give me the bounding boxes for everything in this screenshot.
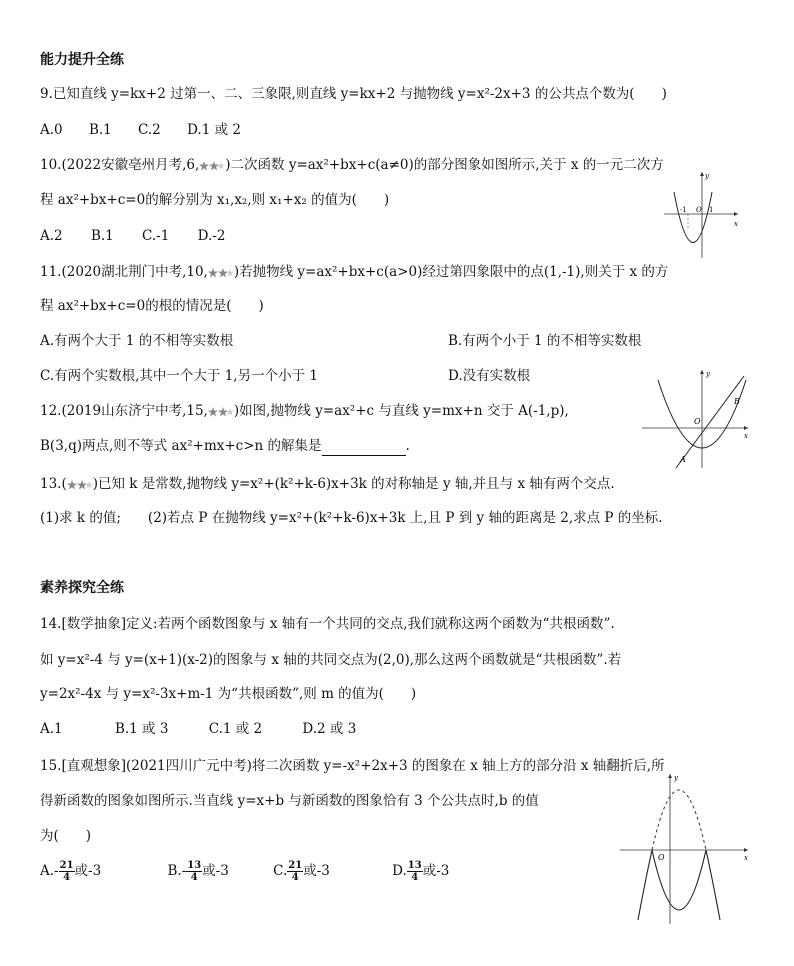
- origin-label: O: [658, 853, 665, 862]
- tick-label-minus-one: -1: [680, 206, 687, 214]
- question-12-line2: [40, 436, 410, 456]
- question-15-folded-parabola-graph: [618, 768, 754, 926]
- question-14-options: [40, 719, 356, 739]
- question-15-line1: 15.[直观想象](2021四川广元中考)将二次函数 y=-x²+2x+3 的图象在 x 轴上方的部分沿 x 轴翻折后,所: [40, 758, 665, 774]
- question-10-options: [40, 226, 225, 246]
- y-axis-arrow-icon: [700, 370, 704, 374]
- question-11-line2: 程 ax²+bx+c=0的根的情况是( ): [40, 298, 264, 314]
- difficulty-stars-icon: [208, 268, 234, 278]
- answer-blank[interactable]: [322, 441, 406, 456]
- option-b: B.- $\frac{13}{4}$ 或-3: [167, 860, 229, 883]
- option-d: D.1 或 2: [187, 122, 241, 138]
- question-14-line2: 如 y=x²-4 与 y=(x+1)(x-2)的图象与 x 轴的共同交点为(2,0),那么这两个函数就是“共根函数”.若: [40, 652, 622, 668]
- question-10-source: 10.(2022安徽亳州月考,6,: [40, 157, 200, 173]
- question-11-option-d: D.没有实数根: [448, 368, 531, 384]
- question-12-period: .: [405, 438, 410, 454]
- x-axis-label: x: [734, 220, 738, 228]
- question-14-line1: 14.[数学抽象]定义:若两个函数图象与 x 轴有一个共同的交点,我们就称这两个函数为“共根函数”.: [40, 616, 615, 632]
- question-12-parabola-line-graph: [640, 366, 752, 470]
- tick-label-one: 1: [709, 206, 714, 214]
- option-d: D. $\frac{13}{4}$ 或-3: [392, 860, 450, 883]
- x-axis-arrow-icon: [734, 212, 738, 216]
- point-b-label: B: [734, 397, 740, 406]
- option-d: D.-2: [197, 228, 226, 244]
- question-11-source: 11.(2020湖北荆门中考,10,: [40, 264, 208, 280]
- option-a: A.- $\frac{21}{4}$ 或-3: [40, 860, 102, 883]
- parabola-curve: [674, 192, 712, 243]
- y-axis-arrow-icon: [668, 774, 672, 778]
- difficulty-stars-icon: [208, 407, 234, 417]
- x-axis-arrow-icon: [744, 848, 748, 852]
- question-12-line1: [40, 401, 569, 421]
- option-c: C.2: [138, 122, 161, 138]
- original-arc-dashed: [652, 790, 706, 850]
- question-12-stem-cont: B(3,q)两点,则不等式 ax²+mx+c>n 的解集是: [40, 438, 322, 454]
- question-15-options: [40, 860, 449, 883]
- question-15-line3: 为( ): [40, 828, 92, 844]
- question-11-stem: )若抛物线 y=ax²+bx+c(a>0)经过第四象限中的点(1,-1),则关于 x 的方: [233, 264, 669, 280]
- question-11-option-a: A.有两个大于 1 的不相等实数根: [40, 333, 234, 349]
- question-14-line3: y=2x²-4x 与 y=x²-3x+m-1 为“共根函数”,则 m 的值为( ): [40, 686, 417, 702]
- y-axis-arrow-icon: [700, 172, 704, 176]
- question-13-line1: [40, 474, 615, 494]
- question-9-options: [40, 120, 241, 140]
- option-a: A.0: [40, 122, 63, 138]
- option-a: A.2: [40, 228, 63, 244]
- option-c: C. $\frac{21}{4}$ 或-3: [273, 860, 330, 883]
- question-13-number: 13.(: [40, 476, 67, 492]
- y-axis-label: y: [705, 172, 709, 180]
- difficulty-stars-icon: [199, 161, 225, 171]
- section-heading-literacy: 素养探究全练: [40, 580, 124, 596]
- option-c: C.1 或 2: [208, 721, 263, 737]
- question-13-stem: )已知 k 是常数,抛物线 y=x²+(k²+k-6)x+3k 的对称轴是 y 轴,并且与 x 轴有两个交点.: [92, 476, 615, 492]
- origin-label: O: [694, 417, 701, 426]
- straight-line: [676, 376, 744, 468]
- question-13-line2: (1)求 k 的值; (2)若点 P 在抛物线 y=x²+(k²+k-6)x+3k 上,且 P 到 y 轴的距离是 2,求点 P 的坐标.: [40, 510, 663, 526]
- question-11-option-c: C.有两个实数根,其中一个大于 1,另一个小于 1: [40, 368, 318, 384]
- y-axis-label: y: [674, 774, 678, 782]
- x-axis-label: x: [744, 432, 748, 440]
- right-branch: [706, 850, 720, 920]
- option-b: B.1: [90, 228, 114, 244]
- question-11-option-b: B.有两个小于 1 的不相等实数根: [448, 333, 642, 349]
- y-axis-label: y: [706, 370, 710, 378]
- question-12-source: 12.(2019山东济宁中考,15,: [40, 403, 208, 419]
- x-axis-arrow-icon: [744, 426, 748, 430]
- question-10-line1: [40, 155, 664, 175]
- option-d: D.2 或 3: [302, 721, 357, 737]
- option-b: B.1 或 3: [114, 721, 169, 737]
- question-10-line2: 程 ax²+bx+c=0的解分别为 x₁,x₂,则 x₁+x₂ 的值为( ): [40, 192, 390, 208]
- question-12-stem: )如图,抛物线 y=ax²+c 与直线 y=mx+n 交于 A(-1,p),: [233, 403, 569, 419]
- question-10-parabola-graph: [660, 168, 742, 260]
- left-branch: [638, 850, 652, 920]
- option-c: C.-1: [142, 228, 170, 244]
- x-axis-label: x: [744, 854, 748, 862]
- difficulty-stars-icon: [67, 480, 93, 490]
- option-a: A.1: [40, 721, 63, 737]
- section-heading-ability: 能力提升全练: [40, 52, 124, 68]
- question-11-line1: [40, 262, 668, 282]
- origin-label: O: [696, 206, 702, 214]
- question-15-line2: 得新函数的图象如图所示.当直线 y=x+b 与新函数的图象恰有 3 个公共点时,b 的值: [40, 793, 539, 809]
- point-a-label: A: [680, 455, 686, 464]
- question-10-stem: )二次函数 y=ax²+bx+c(a≠0)的部分图象如图所示,关于 x 的一元二次方: [225, 157, 664, 173]
- option-b: B.1: [88, 122, 112, 138]
- question-9-stem: 9.已知直线 y=kx+2 过第一、二、三象限,则直线 y=kx+2 与抛物线 y=x²-2x+3 的公共点个数为( ): [40, 86, 667, 102]
